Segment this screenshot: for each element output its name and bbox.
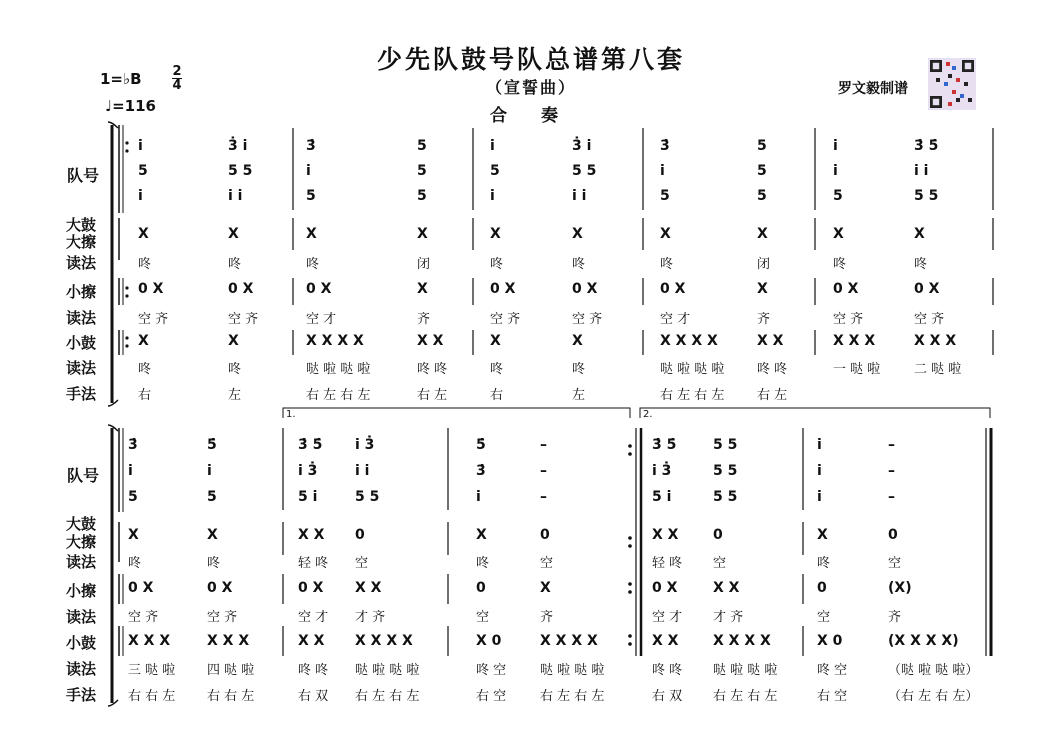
brass-note: 3̇ <box>306 138 316 154</box>
snare-drum-note: X <box>572 333 583 349</box>
bass-drum-note: X <box>833 226 844 242</box>
bass-drum-syllable: 空 <box>713 556 727 571</box>
bass-drum-syllable: 咚 <box>572 257 586 272</box>
brass-note: 5 5 <box>228 163 253 179</box>
brass-note: 5 <box>417 188 427 204</box>
snare-cymbal-note: X X <box>713 580 740 596</box>
bass-drum-syllable: 咚 <box>660 257 674 272</box>
snare-drum-note: X 0 <box>817 633 843 649</box>
brass-note: i <box>138 188 143 204</box>
brass-note: 3̇ <box>476 463 486 479</box>
snare-drum-syllable: 哒 啦 哒 啦 <box>713 663 778 678</box>
snare-drum-syllable: （哒 啦 哒 啦） <box>888 663 979 678</box>
snare-cymbal-note: 0 X <box>207 580 233 596</box>
brass-note: i <box>833 163 838 179</box>
snare-drum-note: X X X X <box>355 633 413 649</box>
hand-pattern: 右 空 <box>476 689 507 704</box>
snare-cymbal-note: 0 X <box>652 580 678 596</box>
bass-drum-note: 0 <box>540 527 550 543</box>
brass-note: 3̇ 5̇ <box>298 437 323 453</box>
brass-note: i <box>817 437 822 453</box>
brass-note: 5 5 <box>713 489 738 505</box>
snare-drum-syllable: 三 哒 啦 <box>128 663 176 678</box>
part-label-brass: 队号 <box>67 166 100 185</box>
snare-cymbal-note: 0 X <box>306 281 332 297</box>
brass-note: 3̇ i <box>572 138 592 154</box>
brass-note: – <box>540 463 547 479</box>
snare-cymbal-syllable: 空 <box>817 610 831 625</box>
snare-drum-syllable: 咚 <box>228 362 242 377</box>
hand-pattern: 右 <box>490 388 504 403</box>
brass-note: 5 <box>757 163 767 179</box>
brass-note: 5 <box>660 188 670 204</box>
brass-note: 3̇ <box>128 437 138 453</box>
snare-drum-note: X X X <box>207 633 250 649</box>
snare-drum-syllable: 一 哒 啦 <box>833 362 881 377</box>
snare-cymbal-note: 0 X <box>298 580 324 596</box>
part-label-bass-drum: 大鼓 <box>66 216 97 234</box>
hand-pattern: 右 左 右 左 <box>306 388 371 403</box>
volta-1-label: 1. <box>286 409 296 420</box>
snare-cymbal-note: 0 X <box>660 281 686 297</box>
brass-note: 3̇ 5̇ <box>652 437 677 453</box>
brass-note: i <box>207 463 212 479</box>
bass-drum-note: X <box>660 226 671 242</box>
brass-note: i 3̇ <box>652 463 672 479</box>
snare-cymbal-syllable: 才 齐 <box>713 610 744 625</box>
key-signature: 1=♭B <box>100 70 142 88</box>
snare-cymbal-syllable: 空 齐 <box>128 610 159 625</box>
bass-drum-note: X <box>128 527 139 543</box>
brass-note: i <box>306 163 311 179</box>
bass-drum-note: X <box>306 226 317 242</box>
brass-note: 5 i <box>652 489 672 505</box>
snare-drum-note: (X X X X) <box>888 633 959 649</box>
brass-note: 5 <box>417 163 427 179</box>
snare-cymbal-syllable: 空 齐 <box>228 312 259 327</box>
snare-cymbal-note: (X) <box>888 580 912 596</box>
hand-pattern: 右 左 右 左 <box>540 689 605 704</box>
bass-drum-syllable: 空 <box>355 556 369 571</box>
part-label-hand: 手法 <box>66 385 97 403</box>
tempo-mark: ♩=116 <box>105 97 156 115</box>
snare-drum-note: X X X X <box>713 633 771 649</box>
snare-cymbal-syllable: 空 <box>476 610 490 625</box>
part-label-snare-cym: 小擦 <box>66 283 97 301</box>
snare-cymbal-note: 0 X <box>228 281 254 297</box>
snare-cymbal-syllable: 齐 <box>757 312 771 327</box>
bass-drum-note: X X <box>298 527 325 543</box>
hand-pattern: 右 左 右 左 <box>660 388 725 403</box>
hand-pattern: 右 左 <box>757 388 788 403</box>
snare-drum-note: X X X <box>914 333 957 349</box>
bass-drum-syllable: 咚 <box>128 556 142 571</box>
brass-note: 3̇ 5̇ <box>914 138 939 154</box>
brass-note: i 3̇ <box>298 463 318 479</box>
hand-pattern: 右 双 <box>298 689 329 704</box>
snare-cymbal-note: X <box>540 580 551 596</box>
brass-note: 5 i <box>298 489 318 505</box>
bass-drum-note: X X <box>652 527 679 543</box>
hand-pattern: 右 <box>138 388 152 403</box>
part-label-snare: 小鼓 <box>66 634 97 652</box>
snare-cymbal-note: X <box>417 281 428 297</box>
snare-drum-note: X 0 <box>476 633 502 649</box>
brass-note: i i <box>914 163 929 179</box>
brass-note: 5 5 <box>572 163 597 179</box>
snare-drum-syllable: 咚 <box>138 362 152 377</box>
brass-note: i <box>490 138 495 154</box>
bass-drum-note: X <box>417 226 428 242</box>
bass-drum-note: 0 <box>355 527 365 543</box>
snare-drum-syllable: 咚 <box>572 362 586 377</box>
bass-drum-syllable: 咚 <box>833 257 847 272</box>
snare-cymbal-note: 0 X <box>572 281 598 297</box>
snare-cymbal-syllable: 才 齐 <box>355 610 386 625</box>
bass-drum-note: X <box>914 226 925 242</box>
bass-drum-syllable: 咚 <box>228 257 242 272</box>
brass-note: i i <box>355 463 370 479</box>
snare-cymbal-syllable: 空 齐 <box>572 312 603 327</box>
bass-drum-note: X <box>490 226 501 242</box>
part-label-bass-drum: 大鼓 <box>66 515 97 533</box>
snare-cymbal-syllable: 空 齐 <box>490 312 521 327</box>
snare-drum-note: X X X X <box>306 333 364 349</box>
bass-drum-note: X <box>817 527 828 543</box>
brass-note: 5 <box>306 188 316 204</box>
snare-cymbal-syllable: 齐 <box>417 312 431 327</box>
brass-note: 5 <box>757 138 767 154</box>
brass-note: 5 <box>138 163 148 179</box>
hand-pattern: 右 左 <box>417 388 448 403</box>
brass-note: 5 5 <box>914 188 939 204</box>
bass-drum-note: 0 <box>713 527 723 543</box>
part-label-snare: 小鼓 <box>66 334 97 352</box>
snare-drum-note: X X <box>298 633 325 649</box>
part-label-read: 读法 <box>66 309 97 327</box>
snare-drum-syllable: 咚 空 <box>476 663 507 678</box>
brass-note: 5 <box>757 188 767 204</box>
author-credit: 罗文毅制谱 <box>838 81 908 97</box>
part-label-read: 读法 <box>66 359 97 377</box>
snare-drum-note: X <box>138 333 149 349</box>
snare-cymbal-syllable: 空 才 <box>660 312 691 327</box>
hand-pattern: 右 空 <box>817 689 848 704</box>
bass-drum-note: 0 <box>888 527 898 543</box>
snare-drum-note: X X X <box>833 333 876 349</box>
snare-cymbal-syllable: 空 齐 <box>833 312 864 327</box>
brass-note: 5 5 <box>713 463 738 479</box>
brass-note: 5̇ <box>476 437 486 453</box>
snare-drum-note: X X X X <box>660 333 718 349</box>
snare-cymbal-syllable: 齐 <box>888 610 902 625</box>
brass-note: 5̇ <box>207 437 217 453</box>
part-label-read: 读法 <box>66 553 97 571</box>
snare-cymbal-note: X <box>757 281 768 297</box>
snare-drum-note: X <box>228 333 239 349</box>
snare-cymbal-note: 0 X <box>914 281 940 297</box>
snare-cymbal-note: 0 X <box>490 281 516 297</box>
snare-drum-note: X X <box>652 633 679 649</box>
snare-drum-note: X X X <box>128 633 171 649</box>
brass-note: i i <box>228 188 243 204</box>
snare-drum-syllable: 咚 咚 <box>757 362 788 377</box>
brass-note: i i <box>572 188 587 204</box>
snare-drum-syllable: 咚 空 <box>817 663 848 678</box>
hand-pattern: 左 <box>572 388 586 403</box>
bass-drum-syllable: 咚 <box>490 257 504 272</box>
hand-pattern: 右 双 <box>652 689 683 704</box>
score-subtitle: （宣誓曲） <box>485 78 576 97</box>
snare-drum-syllable: 哒 啦 哒 啦 <box>306 362 371 377</box>
brass-note: 5 <box>417 138 427 154</box>
brass-note: 3̇ i <box>228 138 248 154</box>
part-label-read: 读法 <box>66 254 97 272</box>
meter-top: 2 <box>172 64 182 79</box>
hand-pattern: 右 右 左 <box>128 689 176 704</box>
snare-cymbal-syllable: 空 才 <box>652 610 683 625</box>
snare-cymbal-syllable: 空 才 <box>298 610 329 625</box>
bass-drum-syllable: 咚 <box>817 556 831 571</box>
brass-note: i <box>476 489 481 505</box>
part-label-read: 读法 <box>66 660 97 678</box>
bass-drum-syllable: 空 <box>540 556 554 571</box>
score-title: 少先队鼓号队总谱第八套 <box>376 45 685 74</box>
bass-drum-syllable: 闭 <box>417 257 431 272</box>
part-label-cymbal: 大擦 <box>66 233 97 251</box>
brass-note: 3̇ <box>660 138 670 154</box>
hand-pattern: 右 左 右 左 <box>713 689 778 704</box>
bass-drum-note: X <box>476 527 487 543</box>
brass-note: 5 <box>207 489 217 505</box>
hand-pattern: 右 右 左 <box>207 689 255 704</box>
snare-drum-syllable: 咚 咚 <box>417 362 448 377</box>
brass-note: 5 5 <box>713 437 738 453</box>
brass-note: i <box>817 489 822 505</box>
brass-note: i <box>138 138 143 154</box>
snare-cymbal-syllable: 空 齐 <box>138 312 169 327</box>
snare-drum-syllable: 咚 咚 <box>298 663 329 678</box>
bass-drum-note: X <box>228 226 239 242</box>
snare-cymbal-syllable: 空 才 <box>306 312 337 327</box>
brass-note: – <box>540 437 547 453</box>
snare-cymbal-syllable: 空 齐 <box>207 610 238 625</box>
bass-drum-syllable: 轻 咚 <box>652 556 683 571</box>
brass-note: – <box>888 463 895 479</box>
hand-pattern: （右 左 右 左） <box>888 689 979 704</box>
brass-note: 5 <box>833 188 843 204</box>
bass-drum-syllable: 空 <box>888 556 902 571</box>
snare-cymbal-syllable: 空 齐 <box>914 312 945 327</box>
brass-note: 5 <box>490 163 500 179</box>
snare-drum-note: X X <box>417 333 444 349</box>
bass-drum-note: X <box>757 226 768 242</box>
brass-note: 5 5 <box>355 489 380 505</box>
brass-note: i <box>490 188 495 204</box>
snare-cymbal-note: X X <box>355 580 382 596</box>
snare-cymbal-note: 0 <box>817 580 827 596</box>
part-label-snare-cym: 小擦 <box>66 582 97 600</box>
bass-drum-note: X <box>138 226 149 242</box>
snare-drum-syllable: 哒 啦 哒 啦 <box>660 362 725 377</box>
snare-cymbal-note: 0 X <box>138 281 164 297</box>
bass-drum-syllable: 咚 <box>914 257 928 272</box>
snare-drum-syllable: 哒 啦 哒 啦 <box>355 663 420 678</box>
snare-cymbal-note: 0 X <box>128 580 154 596</box>
brass-note: i <box>128 463 133 479</box>
snare-drum-note: X <box>490 333 501 349</box>
bass-drum-note: X <box>572 226 583 242</box>
bass-drum-syllable: 轻 咚 <box>298 556 329 571</box>
brass-note: i <box>660 163 665 179</box>
snare-cymbal-note: 0 <box>476 580 486 596</box>
volta-2-label: 2. <box>643 409 653 420</box>
brass-note: i <box>817 463 822 479</box>
part-label-read: 读法 <box>66 608 97 626</box>
bass-drum-syllable: 闭 <box>757 257 771 272</box>
hand-pattern: 右 左 右 左 <box>355 689 420 704</box>
snare-cymbal-syllable: 齐 <box>540 610 554 625</box>
part-label-brass: 队号 <box>67 466 100 485</box>
hand-pattern: 左 <box>228 388 242 403</box>
snare-drum-syllable: 四 哒 啦 <box>207 663 255 678</box>
bass-drum-syllable: 咚 <box>207 556 221 571</box>
brass-note: – <box>888 437 895 453</box>
snare-cymbal-note: 0 X <box>833 281 859 297</box>
meter-bottom: 4 <box>172 78 182 93</box>
brass-note: i <box>833 138 838 154</box>
brass-note: – <box>888 489 895 505</box>
snare-drum-syllable: 二 哒 啦 <box>914 362 962 377</box>
snare-drum-note: X X <box>757 333 784 349</box>
part-label-cymbal: 大擦 <box>66 533 97 551</box>
bass-drum-syllable: 咚 <box>306 257 320 272</box>
brass-note: 5 <box>128 489 138 505</box>
brass-note: i 3̇ <box>355 437 375 453</box>
bass-drum-syllable: 咚 <box>476 556 490 571</box>
brass-note: – <box>540 489 547 505</box>
bass-drum-note: X <box>207 527 218 543</box>
ensemble-label: 合 奏 <box>490 106 572 126</box>
bass-drum-syllable: 咚 <box>138 257 152 272</box>
snare-drum-syllable: 咚 咚 <box>652 663 683 678</box>
snare-drum-syllable: 哒 啦 哒 啦 <box>540 663 605 678</box>
snare-drum-syllable: 咚 <box>490 362 504 377</box>
snare-drum-note: X X X X <box>540 633 598 649</box>
part-label-hand: 手法 <box>66 686 97 704</box>
